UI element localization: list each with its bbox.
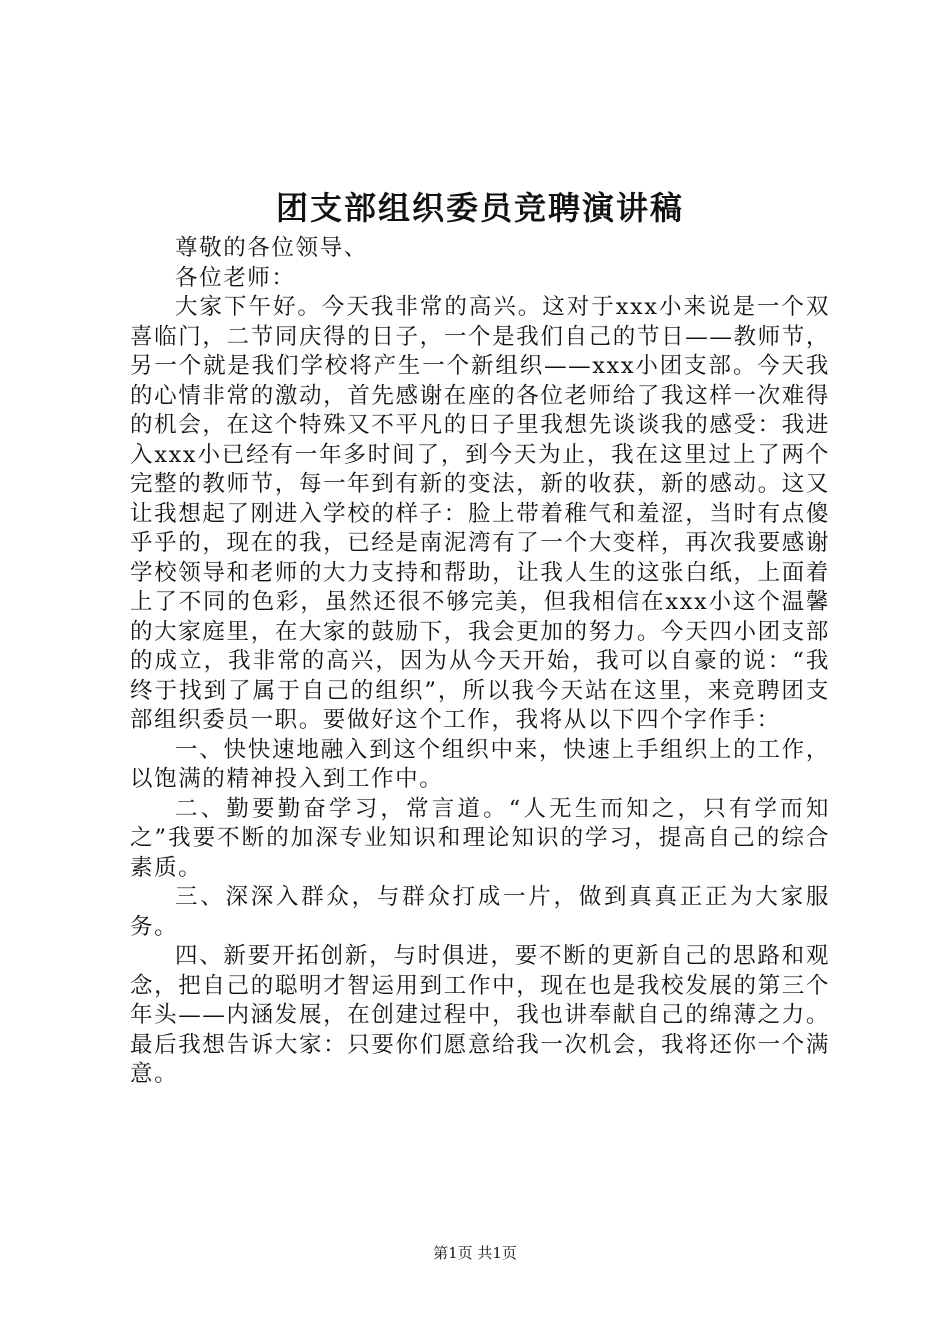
- paragraph-point-1: 一、快快速地融入到这个组织中来，快速上手组织上的工作，以饱满的精神投入到工作中。: [130, 736, 830, 792]
- paragraph-point-3: 三、深深入群众，与群众打成一片，做到真真正正为大家服务。: [130, 884, 830, 940]
- salutation-line-1: 尊敬的各位领导、: [175, 235, 368, 261]
- page-title: 团支部组织委员竞聘演讲稿: [275, 189, 684, 227]
- paragraph-point-2: 二、勤要勤奋学习，常言道。“人无生而知之，只有学而知之”我要不断的加深专业知识和理论知识的学习，提高自己的综合素质。: [130, 795, 830, 881]
- document-body: [130, 234, 830, 1090]
- page-footer: 第1页 共1页: [433, 1244, 517, 1262]
- paragraph-point-4: 四、新要开拓创新，与时俱进，要不断的更新自己的思路和观念，把自己的聪明才智运用到工作中，现在也是我校发展的第三个年头——内涵发展，在创建过程中，我也讲奉献自己的绵薄之力。最后我想告诉大家：只要你们愿意给我一次机会，我将还你一个满意。: [130, 943, 830, 1087]
- paragraph-intro: 大家下午好。今天我非常的高兴。这对于xxx小来说是一个双喜临门，二节同庆得的日子，一个是我们自己的节日——教师节，另一个就是我们学校将产生一个新组织——xxx小团支部。今天我的心情非常的激动，首先感谢在座的各位老师给了我这样一次难得的机会，在这个特殊又不平凡的日子里我想先谈谈我的感受：我进入xxx小已经有一年多时间了，到今天为止，我在这里过上了两个完整的教师节，每一年到有新的变法，新的收获，新的感动。这又让我想起了刚进入学校的样子：脸上带着稚气和羞涩，当时有点傻乎乎的，现在的我，已经是南泥湾有了一个大变样，再次我要感谢学校领导和老师的大力支持和帮助，让我人生的这张白纸，上面着上了不同的色彩，虽然还很不够完美，但我相信在xxx小这个温馨的大家庭里，在大家的鼓励下，我会更加的努力。今天四小团支部的成立，我非常的高兴，因为从今天开始，我可以自豪的说：“我终于找到了属于自己的组织”，所以我今天站在这里，来竞聘团支部组织委员一职。要做好这个工作，我将从以下四个字作手：: [130, 294, 830, 733]
- salutation-line-2: 各位老师：: [175, 264, 296, 291]
